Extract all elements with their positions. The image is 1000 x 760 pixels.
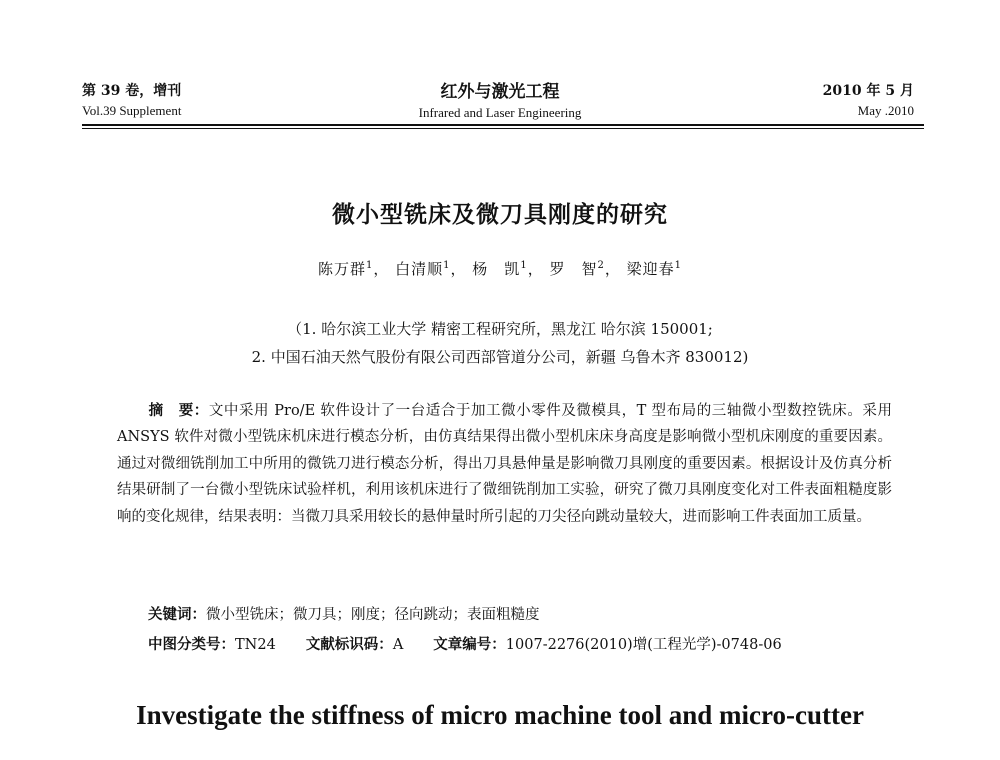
keywords-label: 关键词： [148, 607, 206, 623]
author: 罗 智$^2$ [549, 260, 605, 278]
keywords [148, 604, 908, 626]
journal-name-cn: 红外与激光工程 [440, 82, 560, 102]
header-rule-thin [82, 128, 924, 129]
journal-name-en: Infrared and Laser Engineering [418, 105, 582, 120]
author: 杨 凯$^1$ [472, 260, 528, 278]
abstract-label: 摘 要： [148, 403, 209, 419]
article-no-label: 文章编号： [433, 637, 506, 653]
doc-code-value: A [392, 637, 404, 653]
clc-value: TN24 [235, 637, 276, 653]
abstract [117, 398, 892, 530]
article-no-value: 1007-2276(2010)增(工程光学)-0748-06 [505, 637, 782, 653]
paper-title: 微小型铣床及微刀具刚度的研究 [332, 202, 668, 228]
author-list: 陈万群$^1$， 白清顺$^1$， 杨 凯$^1$， 罗 智$^2$， 梁迎春$^1$ [317, 260, 683, 278]
issue-date-en: May .2010 [857, 103, 914, 118]
header-rule-thick [82, 124, 924, 126]
author: 白清顺$^1$ [395, 260, 451, 278]
english-title: Investigate the stiffness of micro machine tool and micro-cutter [136, 700, 864, 730]
doc-code-label: 文献标识码： [305, 637, 393, 653]
affiliation-1: （1. 哈尔滨工业大学 精密工程研究所，黑龙江 哈尔滨 150001; [287, 320, 713, 338]
clc-label: 中图分类号： [148, 637, 235, 653]
volume-en: Vol.39 Supplement [82, 103, 182, 118]
keywords-text: 微小型铣床；微刀具；刚度；径向跳动；表面粗糙度 [206, 607, 540, 623]
volume-cn: 第 39 卷，增刊 [82, 83, 182, 99]
author: 陈万群$^1$ [317, 260, 374, 278]
issue-date [823, 82, 914, 119]
classification-line [148, 634, 908, 656]
abstract-text: 文中采用 Pro/E 软件设计了一台适合于加工微小零件及微模具，T 型布局的三轴微小型数控铣床。采用 ANSYS 软件对微小型铣床机床进行模态分析，由仿真结果得出微小型机床床身高度是影响微小型机床刚度的重要因素。通过对微细铣削加工中所用的微铣刀进行模态分析，得出刀具悬伸量是影响微刀具刚度的重要因素。根据设计及仿真分析结果研制了一台微小型铣床试验样机，利用该机床进行了微细铣削加工实验，研究了微刀具刚度变化对工件表面粗糙度影响的变化规律，结果表明：当微刀具采用较长的悬伸量时所引起的刀尖径向跳动量较大，进而影响工件表面加工质量。 [117, 403, 892, 525]
author: 梁迎春$^1$ [626, 260, 683, 278]
affiliation-2: 2. 中国石油天然气股份有限公司西部管道分公司，新疆 乌鲁木齐 830012) [251, 348, 749, 366]
issue-date-cn: 2010 年 5 月 [822, 83, 914, 99]
